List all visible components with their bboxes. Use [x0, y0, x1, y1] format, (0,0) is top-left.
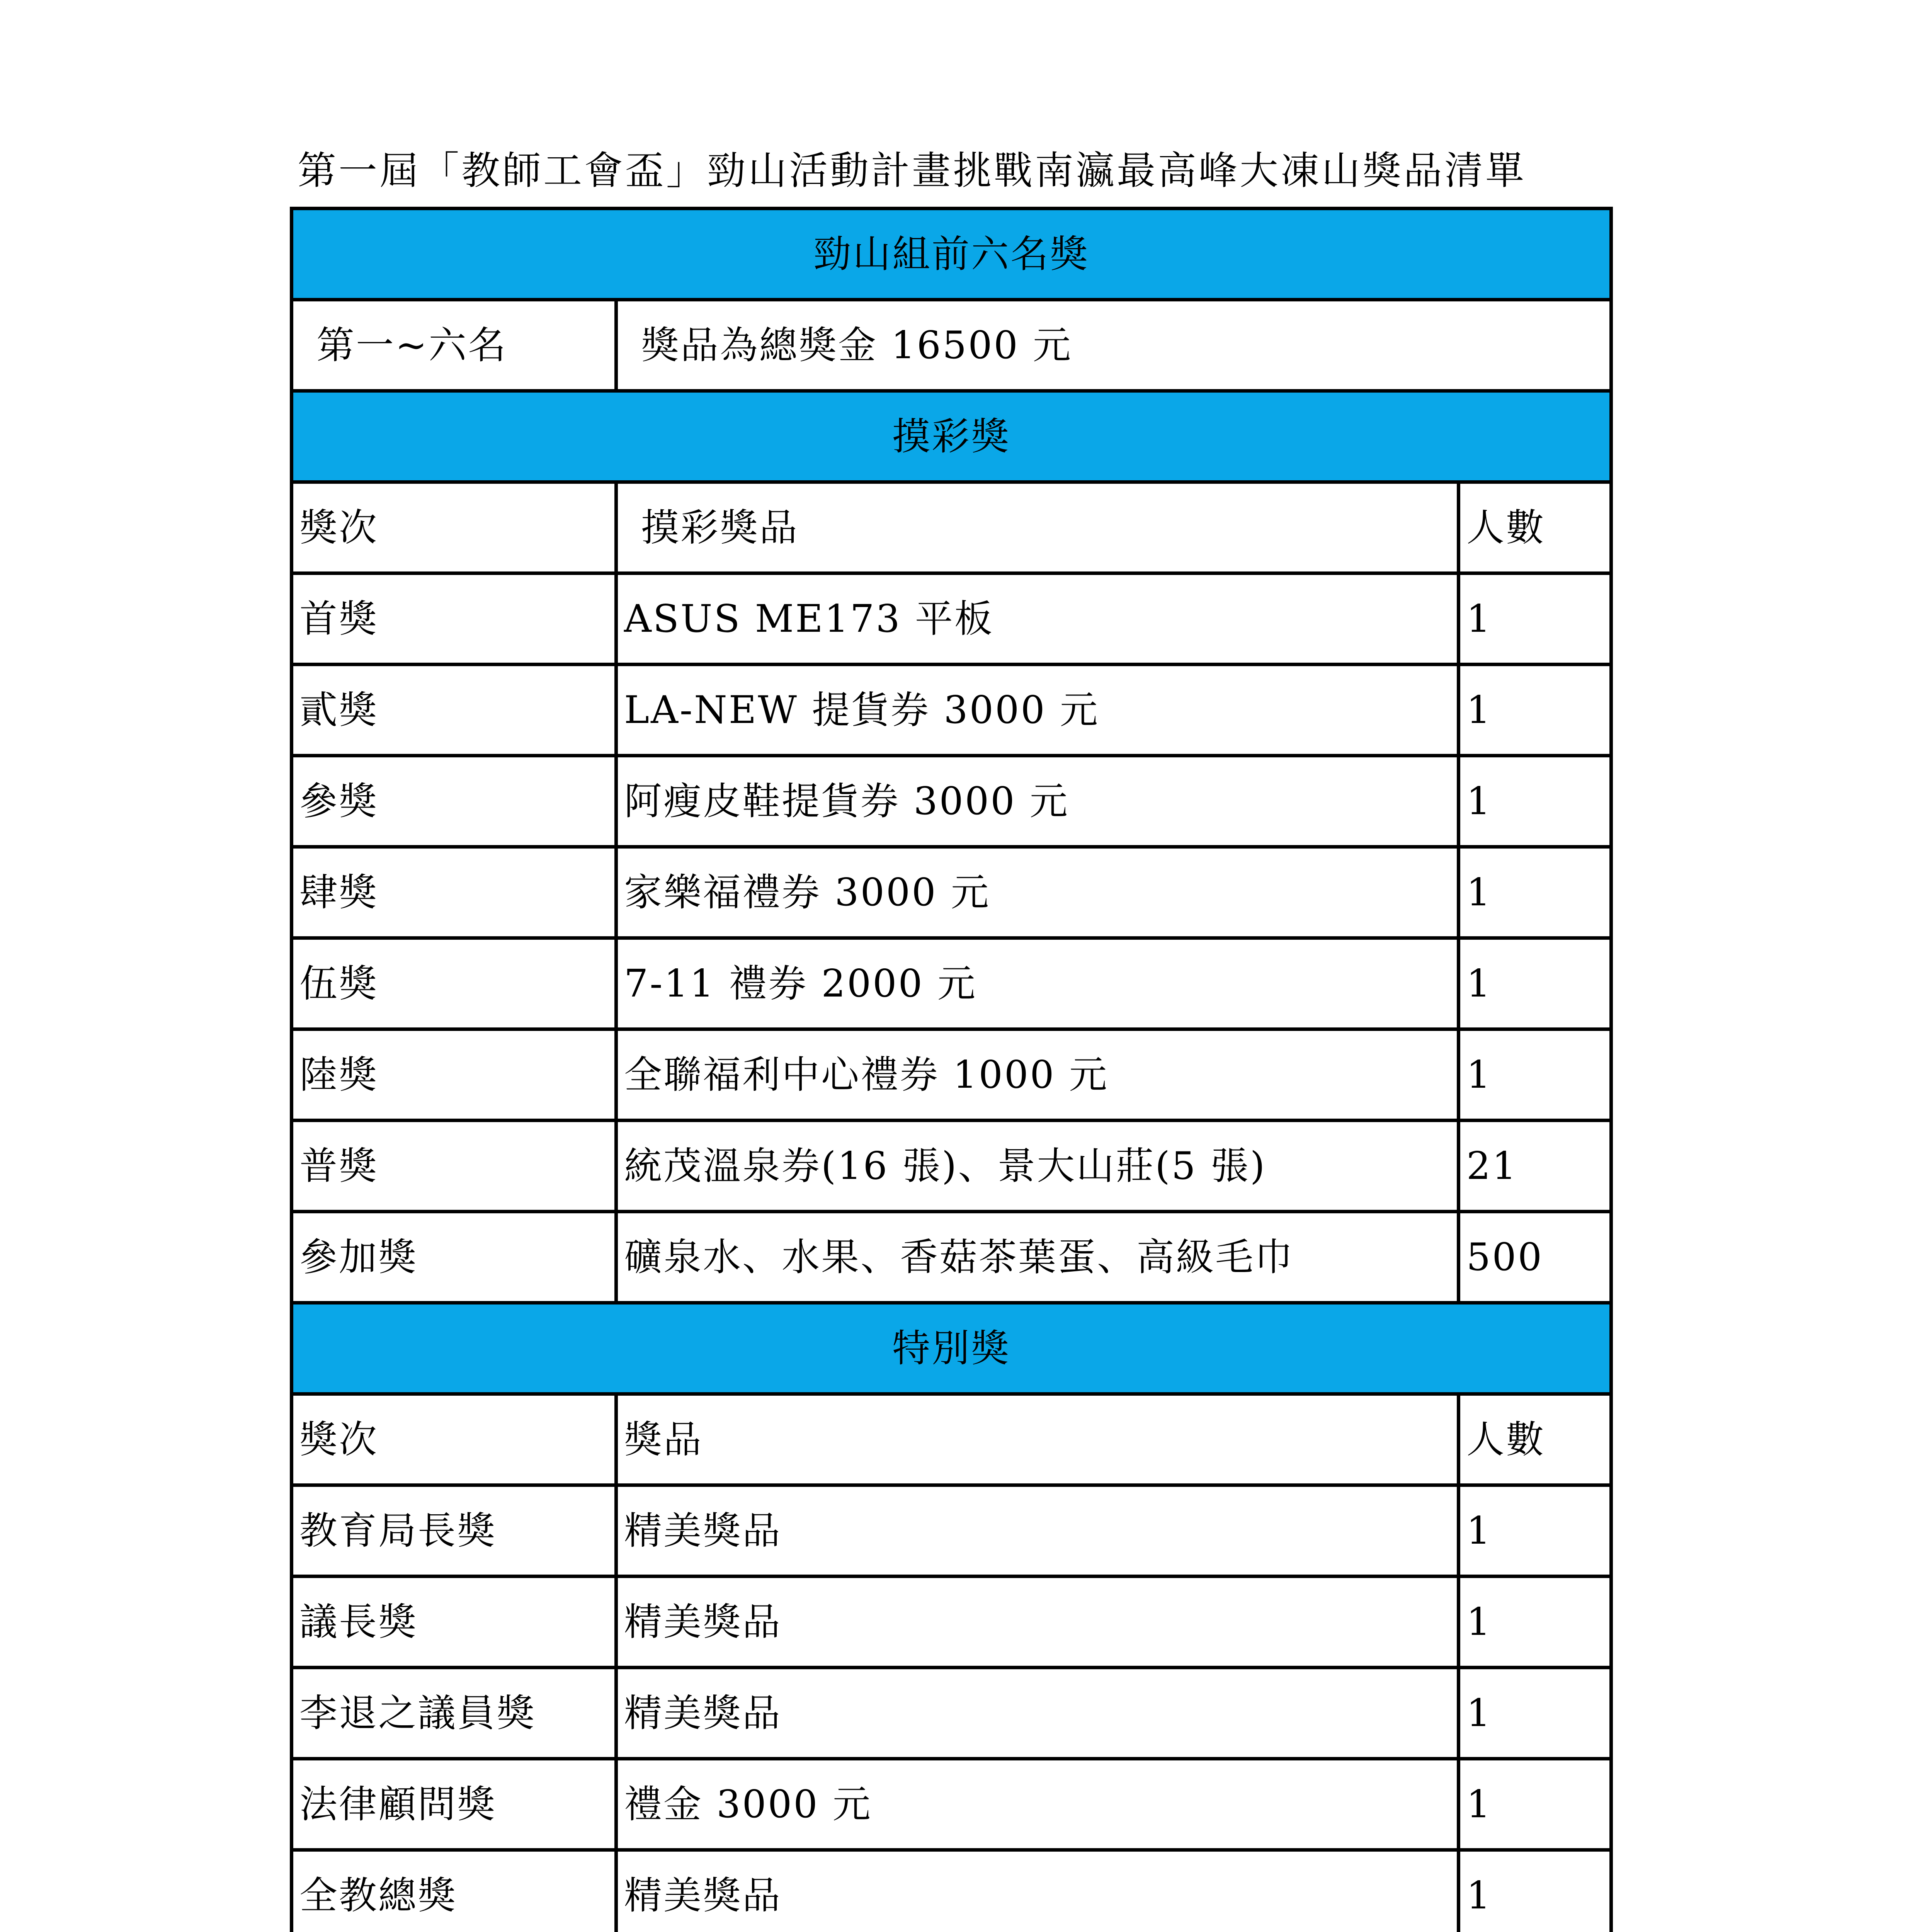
prize-item: 精美獎品: [616, 1577, 1459, 1668]
prize-rank: 肆獎: [292, 847, 616, 938]
prize-rank: 首獎: [292, 573, 616, 665]
section-header-row: [292, 391, 1611, 482]
prize-count: 21: [1459, 1121, 1611, 1212]
top-six-prize: 獎品為總獎金 16500 元: [616, 300, 1611, 391]
prize-rank: 參獎: [292, 756, 616, 847]
column-header-count: 人數: [1459, 482, 1611, 573]
prize-rank: 教育局長獎: [292, 1485, 616, 1577]
table-row: [292, 665, 1611, 756]
prize-count: 500: [1459, 1212, 1611, 1303]
column-header-row: [292, 1394, 1611, 1485]
prize-item: ASUS ME173 平板: [616, 573, 1459, 665]
prize-item: 禮金 3000 元: [616, 1759, 1459, 1850]
column-header-count: 人數: [1459, 1394, 1611, 1485]
table-row: [292, 1577, 1611, 1668]
prize-item: 精美獎品: [616, 1668, 1459, 1759]
column-header-rank: 獎次: [292, 482, 616, 573]
prize-table: [290, 207, 1613, 1932]
table-row: [292, 1121, 1611, 1212]
prize-item: 7-11 禮券 2000 元: [616, 938, 1459, 1029]
prize-count: 1: [1459, 756, 1611, 847]
table-row: [292, 1029, 1611, 1121]
prize-item: 家樂福禮券 3000 元: [616, 847, 1459, 938]
section-header-row: [292, 1303, 1611, 1394]
prize-count: 1: [1459, 1485, 1611, 1577]
prize-count: 1: [1459, 1850, 1611, 1932]
prize-item: 精美獎品: [616, 1850, 1459, 1932]
prize-item: 礦泉水、水果、香菇茶葉蛋、高級毛巾: [616, 1212, 1459, 1303]
prize-item: 精美獎品: [616, 1485, 1459, 1577]
column-header-rank: 獎次: [292, 1394, 616, 1485]
section-header-special: 特別獎: [292, 1303, 1611, 1394]
section-header-lottery: 摸彩獎: [292, 391, 1611, 482]
top-six-rank: 第一~六名: [292, 300, 616, 391]
table-row: [292, 756, 1611, 847]
prize-rank: 參加獎: [292, 1212, 616, 1303]
table-row: [292, 1212, 1611, 1303]
prize-rank: 法律顧問獎: [292, 1759, 616, 1850]
prize-rank: 伍獎: [292, 938, 616, 1029]
top-six-row: [292, 300, 1611, 391]
prize-count: 1: [1459, 665, 1611, 756]
prize-rank: 議長獎: [292, 1577, 616, 1668]
column-header-prize: 獎品: [616, 1394, 1459, 1485]
column-header-row: [292, 482, 1611, 573]
prize-item: LA-NEW 提貨券 3000 元: [616, 665, 1459, 756]
section-header-row: [292, 209, 1611, 300]
document-title: 第一屆「教師工會盃」勁山活動計畫挑戰南瀛最高峰大凍山獎品清單: [298, 148, 1526, 193]
prize-item: 全聯福利中心禮券 1000 元: [616, 1029, 1459, 1121]
table-row: [292, 573, 1611, 665]
prize-item: 統茂溫泉券(16 張)、景大山莊(5 張): [616, 1121, 1459, 1212]
prize-count: 1: [1459, 1668, 1611, 1759]
table-row: [292, 1668, 1611, 1759]
prize-rank: 普獎: [292, 1121, 616, 1212]
table-row: [292, 1759, 1611, 1850]
prize-count: 1: [1459, 573, 1611, 665]
column-header-prize: 摸彩獎品: [616, 482, 1459, 573]
prize-count: 1: [1459, 847, 1611, 938]
prize-count: 1: [1459, 1029, 1611, 1121]
prize-rank: 陸獎: [292, 1029, 616, 1121]
table-row: [292, 847, 1611, 938]
prize-count: 1: [1459, 1759, 1611, 1850]
prize-count: 1: [1459, 1577, 1611, 1668]
prize-rank: 全教總獎: [292, 1850, 616, 1932]
prize-count: 1: [1459, 938, 1611, 1029]
table-row: [292, 1850, 1611, 1932]
table-row: [292, 938, 1611, 1029]
prize-rank: 貳獎: [292, 665, 616, 756]
table-row: [292, 1485, 1611, 1577]
prize-rank: 李退之議員獎: [292, 1668, 616, 1759]
prize-item: 阿瘦皮鞋提貨券 3000 元: [616, 756, 1459, 847]
section-header-top-six: 勁山組前六名獎: [292, 209, 1611, 300]
